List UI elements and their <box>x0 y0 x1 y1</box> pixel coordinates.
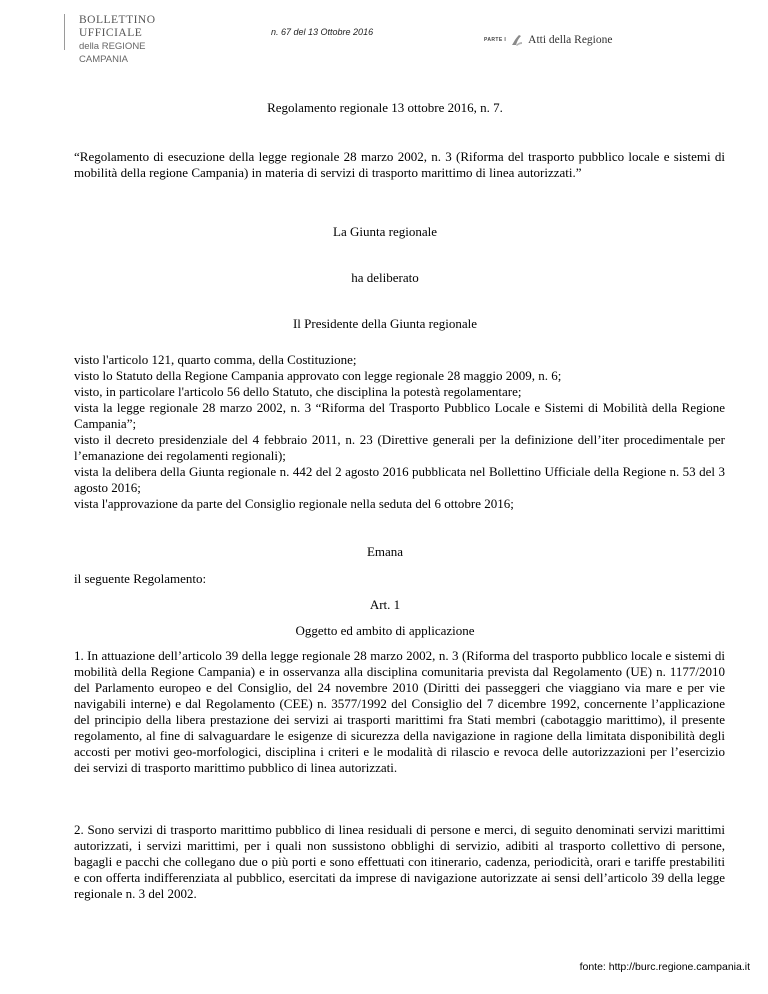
article-number: Art. 1 <box>369 597 401 612</box>
issue-number: n. 67 del 13 Ottobre 2016 <box>271 27 374 37</box>
deliberato-heading: ha deliberato <box>351 270 419 285</box>
emana-heading: Emana <box>366 544 404 559</box>
article-title: Oggetto ed ambito di applicazione <box>295 623 475 638</box>
source-footer: fonte: http://burc.regione.campania.it <box>579 961 750 973</box>
part-title: Atti della Regione <box>528 34 613 46</box>
region-shape-icon <box>510 33 524 47</box>
logo-line-2: della REGIONE CAMPANIA <box>79 41 146 65</box>
article-paragraph-1: 1. In attuazione dell’articolo 39 della legge regionale 28 marzo 2002, n. 3 (Riforma del trasporto pubblico locale e sistemi di mobilità della Regione Campania) e in osservanza alla disciplina comunitaria prevista dal Regolamento (UE) n. 1177/2010 del Parlamento europeo e del Consiglio, del 24 novembre 2010 (Diritti dei passeggeri che viaggiano via mare e per vie navigabili interne) e dal Regolamento (CEE) n. 3577/1992 del Consiglio del 7 dicembre 1992, concernente l’applicazione del principio della libera prestazione dei servizi ai trasporti marittimi fra Stati membri (cabotaggio marittimo), il presente regolamento, al fine di salvaguardare le esigenze di sicurezza della navigazione in ragione della limitata disponibilità degli accosti per motivi geo-morfologici, disciplina i criteri e le modalità di rilascio e revoca delle autorizzazioni per l’esercizio dei servizi di trasporto marittimo pubblico di linea autorizzati. <box>74 648 725 775</box>
preamble-item: visto lo Statuto della Regione Campania approvato con legge regionale 28 maggio 2009, n. 6; <box>74 368 562 383</box>
part-number: PARTE I <box>484 37 507 43</box>
preamble-item: visto il decreto presidenziale del 4 febbraio 2011, n. 23 (Direttive generali per la definizione dell’iter procedimentale per l’emanazione dei regolamenti regionali); <box>74 432 725 463</box>
preamble-list <box>74 352 734 512</box>
preamble-item: visto, in particolare l'articolo 56 dello Statuto, che disciplina la potestà regolamentare; <box>74 384 522 399</box>
regulation-subject: “Regolamento di esecuzione della legge regionale 28 marzo 2002, n. 3 (Riforma del trasporto pubblico locale e sistemi di mobilità della regione Campania) in materia di servizi di trasporto marittimo di linea autorizzati.” <box>74 149 725 180</box>
preamble-item: vista la delibera della Giunta regionale n. 442 del 2 agosto 2016 pubblicata nel Bollettino Ufficiale della Regione n. 53 del 3 agosto 2016; <box>74 464 725 495</box>
preamble-item: visto l'articolo 121, quarto comma, della Costituzione; <box>74 352 357 367</box>
section-label <box>484 32 612 48</box>
article-paragraph-2: 2. Sono servizi di trasporto marittimo pubblico di linea residuali di persone e merci, di seguito denominati servizi marittimi autorizzati, i servizi marittimi, per i quali non sussistono obblighi di servizio, adibiti al trasporto collettivo di persone, bagagli e pacchi che collegano due o più porti e sono effettuati con itinerario, cadenza, periodicità, orari e tariffe prestabiliti e con offerta indifferenziata al pubblico, esercitati da imprese di navigazione autorizzate ai sensi dell’articolo 39 della legge regionale n. 3 del 2002. <box>74 822 725 901</box>
preamble-item: vista l'approvazione da parte del Consiglio regionale nella seduta del 6 ottobre 2016; <box>74 496 514 511</box>
giunta-heading: La Giunta regionale <box>333 224 437 239</box>
regulation-title: Regolamento regionale 13 ottobre 2016, n. 7. <box>267 100 503 115</box>
logo-line-1: BOLLETTINO UFFICIALE <box>79 14 156 39</box>
preamble-item: vista la legge regionale 28 marzo 2002, n. 3 “Riforma del Trasporto Pubblico Locale e Sistemi di Mobilità della Regione Campania”; <box>74 400 725 431</box>
presidente-heading: Il Presidente della Giunta regionale <box>292 316 478 331</box>
seguente-line: il seguente Regolamento: <box>74 571 207 586</box>
bulletin-logo <box>64 14 194 65</box>
